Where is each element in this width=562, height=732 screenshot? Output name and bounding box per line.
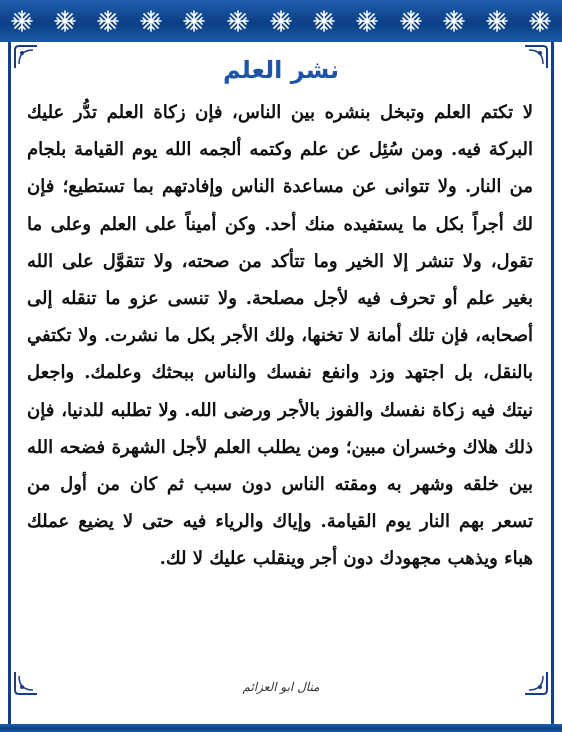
top-ornament-band bbox=[0, 0, 562, 42]
snowflake-ornament-icon bbox=[399, 9, 423, 33]
snowflake-ornament-icon bbox=[355, 9, 379, 33]
snowflake-ornament-icon bbox=[53, 9, 77, 33]
snowflake-ornament-icon bbox=[269, 9, 293, 33]
author-signature: منال ابو العزائم bbox=[242, 680, 320, 694]
snowflake-ornament-icon bbox=[485, 9, 509, 33]
article-paragraph: لا تكتم العلم وتبخل بنشره بين الناس، فإن زكاة العلم تدُّر عليك البركة فيه. ومن سُئِل عن علم وكتمه ألجمه الله يوم القيامة بلجام من النار. ولا تتوانى عن مساعدة الناس وإفادتهم بما تستطيع؛ فإن لك أجراً بكل ما يستفيده منك أحد. وكن أميناً على العلم وعلى ما تقول، ولا تنشر إلا الخير وما تتأكد من صحته، ولا تتقوَّل على الله بغير علم أو تحرف فيه لأجل مصلحة. ولا تنسى عزو ما تنقله إلى أصحابه، فإن تلك أمانة لا تخنها، ولك الأجر بكل ما نشرت. ولا تكتفي بالنقل، بل اجتهد وزد وانفع نفسك والناس ببحثك وعلمك. واجعل نيتك فيه زكاة نفسك والفوز بالأجر ورضى الله. ولا تطلبه للدنيا، فإن ذلك هلاك وخسران مبين؛ ومن يطلب العلم لأجل الشهرة فضحه الله بين خلقه وشهر به ومقته الناس دون سبب ثم كان من أول من تسعر بهم النار يوم القيامة. وإياك والرياء فيه حتى لا يضيع عملك هباء ويذهب مجهودك دون أجر وينقلب عليك لا لك. bbox=[27, 102, 533, 570]
bottom-border-band bbox=[0, 724, 562, 732]
snowflake-ornament-icon bbox=[442, 9, 466, 33]
snowflake-ornament-icon bbox=[139, 9, 163, 33]
content-frame bbox=[8, 42, 554, 724]
snowflake-ornament-icon bbox=[182, 9, 206, 33]
snowflake-ornament-icon bbox=[96, 9, 120, 33]
page-title: نشر العلم bbox=[222, 56, 340, 84]
snowflake-ornament-icon bbox=[528, 9, 552, 33]
snowflake-ornament-icon bbox=[226, 9, 250, 33]
snowflake-ornament-icon bbox=[10, 9, 34, 33]
snowflake-ornament-icon bbox=[312, 9, 336, 33]
